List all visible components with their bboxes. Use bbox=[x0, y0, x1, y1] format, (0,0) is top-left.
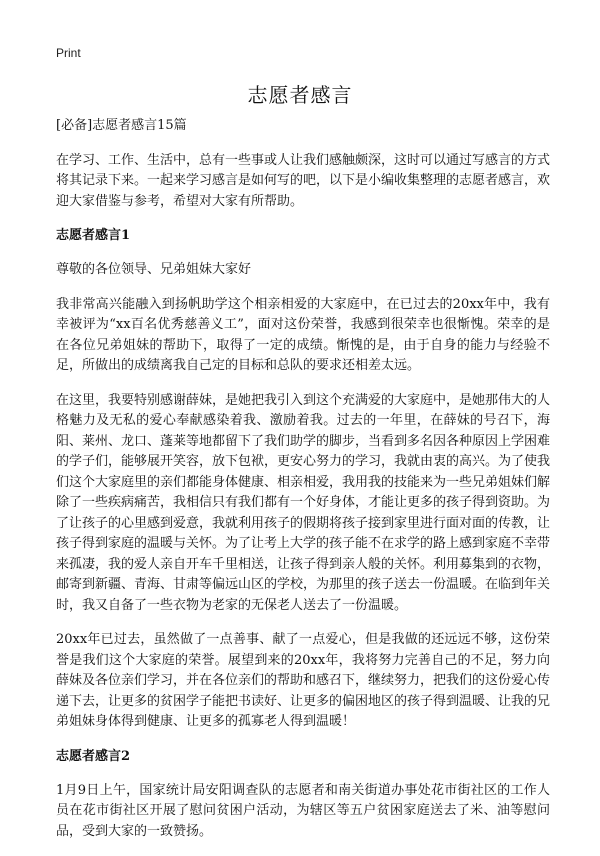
section-2-paragraph: 1月9日上午，国家统计局安阳调查队的志愿者和南关街道办事处花市街社区的工作人员在花市街社区开展了慰问贫困户活动，为辖区等五户贫困家庭送去了米、油等慰问品，受到大家的一致赞扬。 bbox=[56, 782, 550, 839]
page-title: 志愿者感言 bbox=[247, 83, 353, 107]
section-1-paragraph: 20xx年已过去，虽然做了一点善事、献了一点爱心，但是我做的还远远不够，这份荣誉是我们这个大家庭的荣誉。展望到来的20xx年，我将努力完善自己的不足，努力向薛妹及各位亲们学习，并在各位亲们的帮助和感召下，继续努力，把我们的这份爱心传递下去，让更多的贫困学子能把书读好、让更多的偏困地区的孩子得到温暖、让我的兄弟姐妹身体得到健康、让更多的孤寡老人得到温暖！ bbox=[56, 632, 551, 729]
document-subtitle: [必备]志愿者感言15篇 bbox=[56, 118, 187, 133]
section-heading-1: 志愿者感言1 bbox=[56, 228, 131, 243]
section-heading-2: 志愿者感言2 bbox=[56, 748, 131, 764]
document-body bbox=[56, 116, 550, 856]
print-link[interactable]: Print bbox=[56, 46, 81, 60]
section-1-paragraph: 在这里，我要特别感谢薛妹，是她把我引入到这个充满爱的大家庭中，是她那伟大的人格魅力及无私的爱心奉献感染着我、激励着我。过去的一年里，在薛妹的号召下，海阳、莱州、龙口、蓬莱等地都留下了我们助学的脚步，当看到多名因各种原因上学困难的学子们，能够展开笑容，放下包袱，更安心努力的学习，我就由衷的高兴。为了使我们这个大家庭里的亲们都能身体健康、相亲相爱，我用我的技能来为一些兄弟姐妹们解除了一些疾病痛苦，我相信只有我们都有一个好身体，才能让更多的孩子得到资助。为了让孩子的心里感到爱意，我就利用孩子的假期将孩子接到家里进行面对面的传教，让孩子得到家庭的温暖与关怀。为了让考上大学的孩子能不在求学的路上感到家庭不幸带来孤凄，我的爱人亲自开车千里相送，让孩子得到亲人般的关怀。利用募集到的衣物，邮寄到新疆、青海、甘肃等偏远山区的学校，为那里的孩子送去一份温暖。在临到年关时，我又自备了一些衣物为老家的无保老人送去了一份温暖。 bbox=[56, 392, 551, 613]
intro-paragraph: 在学习、工作、生活中，总有一些事或人让我们感触颇深，这时可以通过写感言的方式将其记录下来。一起来学习感言是如何写的吧，以下是小编收集整理的志愿者感言，欢迎大家借鉴与参考，希望对大家有所帮助。 bbox=[56, 152, 551, 209]
section-1-paragraph: 尊敬的各位领导、兄弟姐妹大家好 bbox=[56, 262, 252, 277]
section-1-paragraph: 我非常高兴能融入到扬帆助学这个相亲相爱的大家庭中，在已过去的20xx年中，我有幸被评为“xx百名优秀慈善义工”，面对这份荣誉，我感到很荣幸也很惭愧。荣幸的是在各位兄弟姐妹的帮助下，取得了一定的成绩。惭愧的是，由于自身的能力与经验不足，所做出的成绩离我自己定的目标和总队的要求还相差太远。 bbox=[56, 296, 550, 373]
